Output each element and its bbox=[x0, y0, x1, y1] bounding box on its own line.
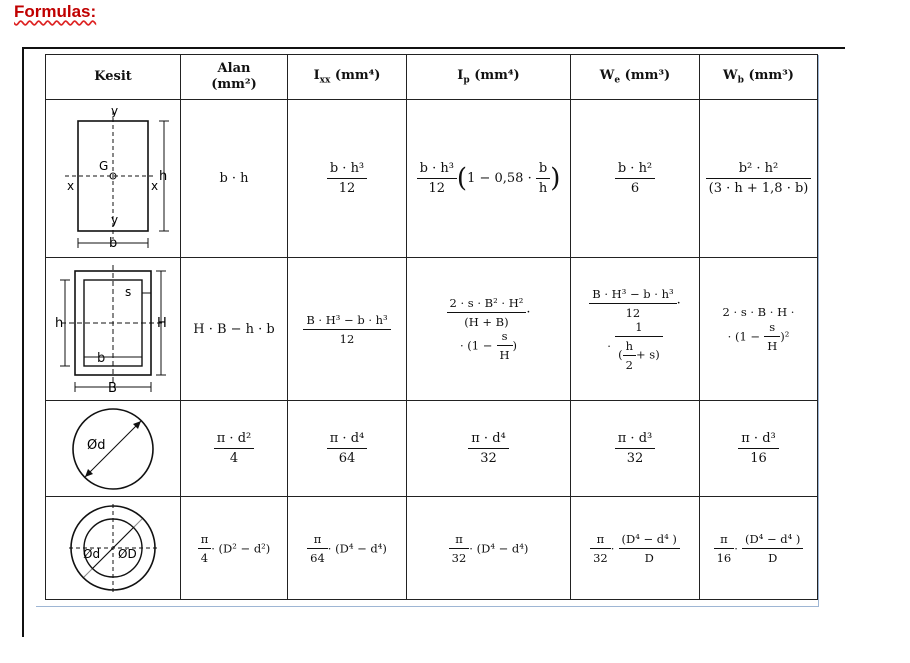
formulas-heading: Formulas: bbox=[14, 2, 97, 21]
header-section: Kesit bbox=[46, 55, 181, 100]
svg-text:y: y bbox=[111, 106, 119, 118]
rect-ixx: $\frac{\text{b · h³}}{12}$ bbox=[288, 100, 407, 258]
header-ixx: $I_{xx}$ (mm⁴) bbox=[288, 55, 407, 100]
header-row bbox=[46, 55, 818, 100]
svg-text:b: b bbox=[97, 351, 106, 366]
ring-ixx: $\frac{\pi}{64}$ · (D⁴ − d⁴) bbox=[288, 497, 407, 600]
rect-area: b · h bbox=[181, 100, 288, 258]
svg-text:G: G bbox=[99, 159, 109, 173]
ring-section-figure bbox=[46, 497, 181, 600]
header-wb: $W_b$ (mm³) bbox=[700, 55, 818, 100]
rect-we: $\frac{\text{b · h²}}{6}$ bbox=[571, 100, 700, 258]
table-row bbox=[46, 497, 818, 600]
hollow-rect-section-figure bbox=[46, 258, 181, 401]
ring-wb: $\frac{\pi}{16}$ · $\frac{\text{(D⁴ − d⁴ )}}{D}$ bbox=[700, 497, 818, 600]
svg-text:y: y bbox=[111, 213, 119, 227]
circle-section-figure bbox=[46, 401, 181, 497]
frame-top-border bbox=[22, 47, 845, 49]
hollow-rect-ip: $\frac{\text{2 · s · B² · H²}}{(H + B)}$ · · (1 − $\frac{s}{H}$ ) bbox=[407, 258, 571, 401]
svg-text:ØD: ØD bbox=[118, 547, 137, 561]
hollow-rect-ixx: $\frac{\text{B · H³ − b · h³}}{12}$ bbox=[288, 258, 407, 401]
svg-text:Ød: Ød bbox=[87, 437, 106, 453]
svg-text:H: H bbox=[157, 316, 167, 331]
hollow-rect-area: H · B − h · b bbox=[181, 258, 288, 401]
circle-area: $\frac{\text{π · d²}}{4}$ bbox=[181, 401, 288, 497]
ring-we: $\frac{\pi}{32}$ · $\frac{\text{(D⁴ − d⁴ )}}{D}$ bbox=[571, 497, 700, 600]
circle-ixx: $\frac{\text{π · d⁴}}{64}$ bbox=[288, 401, 407, 497]
circle-we: $\frac{\text{π · d³}}{32}$ bbox=[571, 401, 700, 497]
frame-left-border bbox=[22, 47, 24, 637]
svg-text:B: B bbox=[108, 381, 117, 395]
svg-text:s: s bbox=[125, 285, 132, 299]
header-area: Alan (mm²) bbox=[181, 55, 288, 100]
hollow-rect-wb: 2 · s · B · H · · (1 − $\frac{s}{H}$ )² bbox=[700, 258, 818, 401]
svg-text:h: h bbox=[55, 316, 64, 331]
rect-section-figure bbox=[46, 100, 181, 258]
table-row bbox=[46, 100, 818, 258]
formula-table bbox=[45, 54, 818, 600]
ring-ip: $\frac{\pi}{32}$ · (D⁴ − d⁴) bbox=[407, 497, 571, 600]
hollow-rect-we: $\frac{\text{B · H³ − b · h³}}{12}$ · · 1 ( $\frac{h}{2}$ + s) bbox=[571, 258, 700, 401]
svg-text:b: b bbox=[109, 236, 118, 251]
rect-ip: $\frac{\text{b · h³}}{12}$ (1 − 0,58 · $\frac{b}{h}$ ) bbox=[407, 100, 571, 258]
ring-area: $\frac{\pi}{4}$ · (D² − d²) bbox=[181, 497, 288, 600]
svg-text:Ød: Ød bbox=[83, 547, 101, 561]
header-ip: $I_p$ (mm⁴) bbox=[407, 55, 571, 100]
header-we: $W_e$ (mm³) bbox=[571, 55, 700, 100]
svg-text:x: x bbox=[67, 179, 75, 193]
rect-wb: $\frac{\text{b² · h²}}{(3 \cdot h + 1,8 \cdot b)}$ bbox=[700, 100, 818, 258]
svg-text:x: x bbox=[151, 179, 159, 193]
circle-ip: $\frac{\text{π · d⁴}}{32}$ bbox=[407, 401, 571, 497]
circle-wb: $\frac{\text{π · d³}}{16}$ bbox=[700, 401, 818, 497]
table-row bbox=[46, 258, 818, 401]
table-row bbox=[46, 401, 818, 497]
svg-text:h: h bbox=[159, 169, 168, 184]
